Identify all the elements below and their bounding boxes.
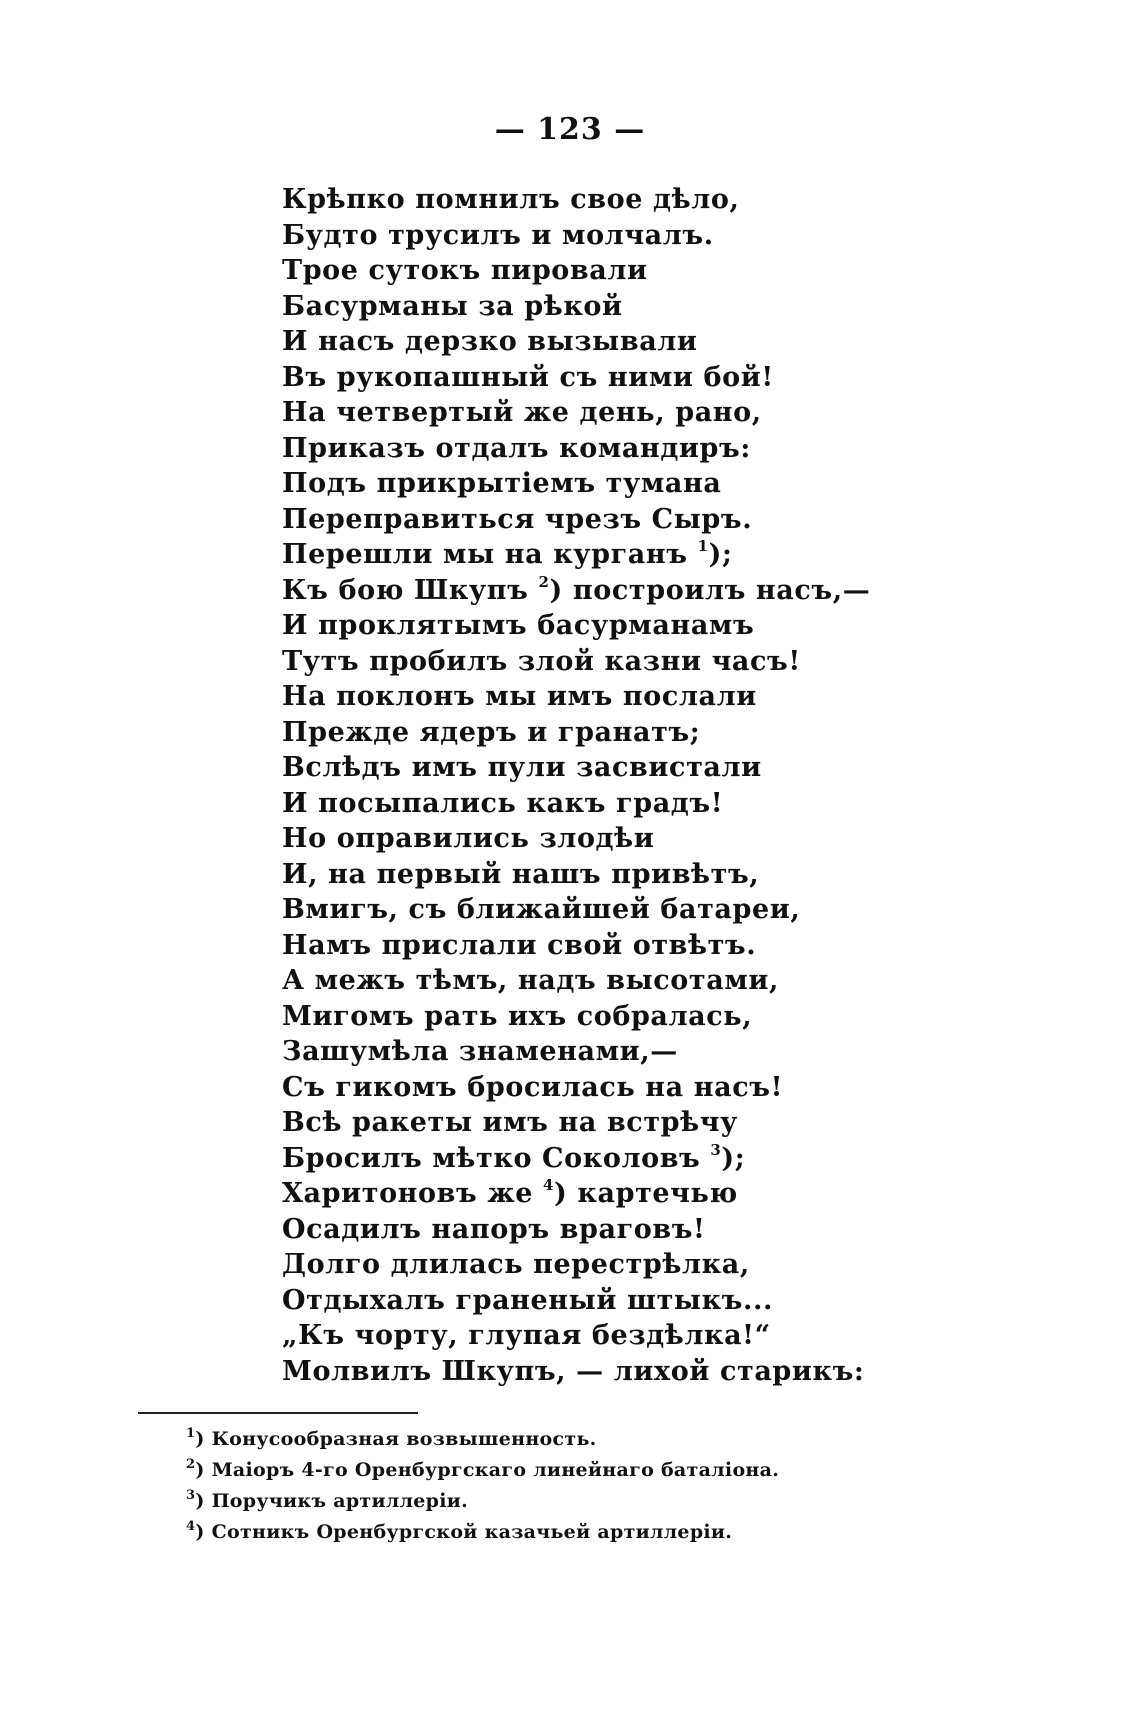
poem-line bbox=[282, 1105, 842, 1141]
poem-line-text: ) картечью bbox=[554, 1178, 738, 1209]
poem-line-text: А межъ тѣмъ, надъ высотами, bbox=[282, 965, 780, 996]
poem-line-text: Къ бою Шкупъ bbox=[282, 574, 539, 606]
poem-line-text: Всѣ ракеты имъ на встрѣчу bbox=[282, 1107, 738, 1138]
poem-line-text: И проклятымъ басурманамъ bbox=[282, 610, 755, 641]
footnote-marker: 2 bbox=[186, 1457, 196, 1472]
poem-line-text: Переправиться чрезъ Сыръ. bbox=[282, 503, 753, 535]
poem-body bbox=[282, 182, 871, 1389]
poem-line-text: Харитоновъ же bbox=[282, 1178, 543, 1209]
poem-line-text: ); bbox=[708, 539, 733, 570]
poem-line-text: Бросилъ мѣтко Соколовъ bbox=[282, 1142, 711, 1174]
poem-line bbox=[282, 1247, 842, 1283]
poem-line bbox=[282, 715, 842, 751]
poem-line-text: И посыпались какъ градъ! bbox=[282, 787, 724, 819]
poem-line-text: Прежде ядеръ и гранатъ; bbox=[282, 716, 701, 748]
poem-line bbox=[282, 679, 842, 715]
poem-line bbox=[282, 324, 842, 360]
footnote-reference: 2 bbox=[538, 572, 550, 591]
page-number: — 123 — bbox=[494, 112, 646, 147]
poem-line-text: Съ гикомъ бросилась на насъ! bbox=[282, 1071, 784, 1103]
poem-line-text: И, на первый нашъ привѣтъ, bbox=[282, 858, 760, 890]
footnote-text: ) Конусообразная возвышенность. bbox=[195, 1428, 597, 1450]
poem-line-text: Приказъ отдалъ командиръ: bbox=[282, 432, 751, 464]
poem-line bbox=[282, 537, 842, 573]
poem-line bbox=[282, 502, 842, 538]
poem-line-text: Но оправились злодѣи bbox=[282, 823, 655, 854]
poem-line-text: Долго длилась перестрѣлка, bbox=[282, 1249, 750, 1280]
footnote-reference: 4 bbox=[542, 1176, 555, 1194]
poem-line-text: Вслѣдъ имъ пули засвистали bbox=[282, 752, 762, 783]
poem-line bbox=[282, 821, 842, 857]
poem-line-text: Мигомъ рать ихъ собралась, bbox=[282, 1000, 753, 1032]
poem-line-text: Будто трусилъ и молчалъ. bbox=[282, 219, 714, 251]
poem-line-text: Подъ прикрытіемъ тумана bbox=[282, 468, 722, 499]
poem-line bbox=[282, 395, 842, 431]
poem-line bbox=[282, 253, 842, 289]
poem-line bbox=[282, 786, 842, 822]
poem-line bbox=[282, 466, 842, 502]
poem-line bbox=[282, 1034, 842, 1070]
poem-line bbox=[282, 1070, 842, 1106]
poem-line bbox=[282, 750, 842, 786]
poem-line-text: Молвилъ Шкупъ, — лихой старикъ: bbox=[282, 1355, 865, 1387]
poem-line-text: Вмигъ, съ ближайшей батареи, bbox=[282, 894, 801, 925]
poem-line bbox=[282, 1141, 842, 1177]
poem-line bbox=[282, 1318, 842, 1354]
poem-line bbox=[282, 1212, 842, 1248]
footnotes bbox=[186, 1424, 1006, 1548]
footnote-divider bbox=[138, 1412, 418, 1414]
footnote-marker: 3 bbox=[186, 1488, 196, 1503]
footnote-reference: 3 bbox=[710, 1140, 722, 1159]
poem-line-text: На поклонъ мы имъ послали bbox=[282, 681, 757, 712]
poem-line bbox=[282, 1354, 865, 1390]
footnote-reference: 1 bbox=[697, 537, 709, 555]
poem-line-text: И насъ дерзко вызывали bbox=[282, 326, 698, 357]
poem-line bbox=[282, 572, 871, 609]
poem-line-text: Осадилъ напоръ враговъ! bbox=[282, 1213, 706, 1245]
poem-line-text: Зашумѣла знаменами,— bbox=[282, 1036, 678, 1067]
poem-line bbox=[282, 431, 842, 467]
footnote bbox=[186, 1517, 1006, 1548]
footnote-text: ) Маіоръ 4-го Оренбургскаго линейнаго баталіона. bbox=[195, 1459, 780, 1481]
poem-line-text: ) построилъ насъ,— bbox=[549, 574, 871, 606]
poem-line bbox=[282, 1176, 842, 1212]
footnote-text: ) Сотникъ Оренбургской казачьей артиллеріи. bbox=[195, 1521, 733, 1543]
poem-line-text: ); bbox=[721, 1142, 746, 1174]
poem-line bbox=[282, 608, 842, 644]
poem-line-text: Перешли мы на курганъ bbox=[282, 539, 698, 570]
poem-line-text: Намъ прислали свой отвѣтъ. bbox=[282, 929, 757, 961]
poem-line-text: На четвертый же день, рано, bbox=[282, 397, 762, 428]
poem-line bbox=[282, 1283, 842, 1319]
footnote bbox=[186, 1424, 1006, 1455]
poem-line-text: „Къ чорту, глупая бездѣлка!“ bbox=[282, 1320, 771, 1351]
poem-line bbox=[282, 892, 842, 928]
footnote bbox=[186, 1455, 1006, 1486]
poem-line-text: Отдыхалъ граненый штыкъ... bbox=[282, 1284, 773, 1316]
poem-line bbox=[282, 644, 842, 680]
poem-line bbox=[282, 360, 842, 396]
footnote-marker: 1 bbox=[186, 1426, 196, 1441]
poem-line bbox=[282, 182, 842, 218]
footnote bbox=[186, 1486, 1006, 1517]
poem-line-text: Басурманы за рѣкой bbox=[282, 290, 623, 322]
poem-line-text: Крѣпко помнилъ свое дѣло, bbox=[282, 184, 740, 215]
poem-line bbox=[282, 289, 842, 325]
poem-line bbox=[282, 999, 842, 1035]
poem-line-text: Тутъ пробилъ злой казни часъ! bbox=[282, 645, 801, 677]
poem-line bbox=[282, 928, 842, 964]
footnote-text: ) Поручикъ артиллеріи. bbox=[195, 1490, 469, 1512]
poem-line bbox=[282, 963, 842, 999]
poem-line bbox=[282, 857, 842, 893]
poem-line bbox=[282, 218, 842, 254]
poem-line-text: Трое сутокъ пировали bbox=[282, 255, 648, 286]
footnote-marker: 4 bbox=[186, 1519, 196, 1534]
poem-line-text: Въ рукопашный съ ними бой! bbox=[282, 361, 774, 393]
